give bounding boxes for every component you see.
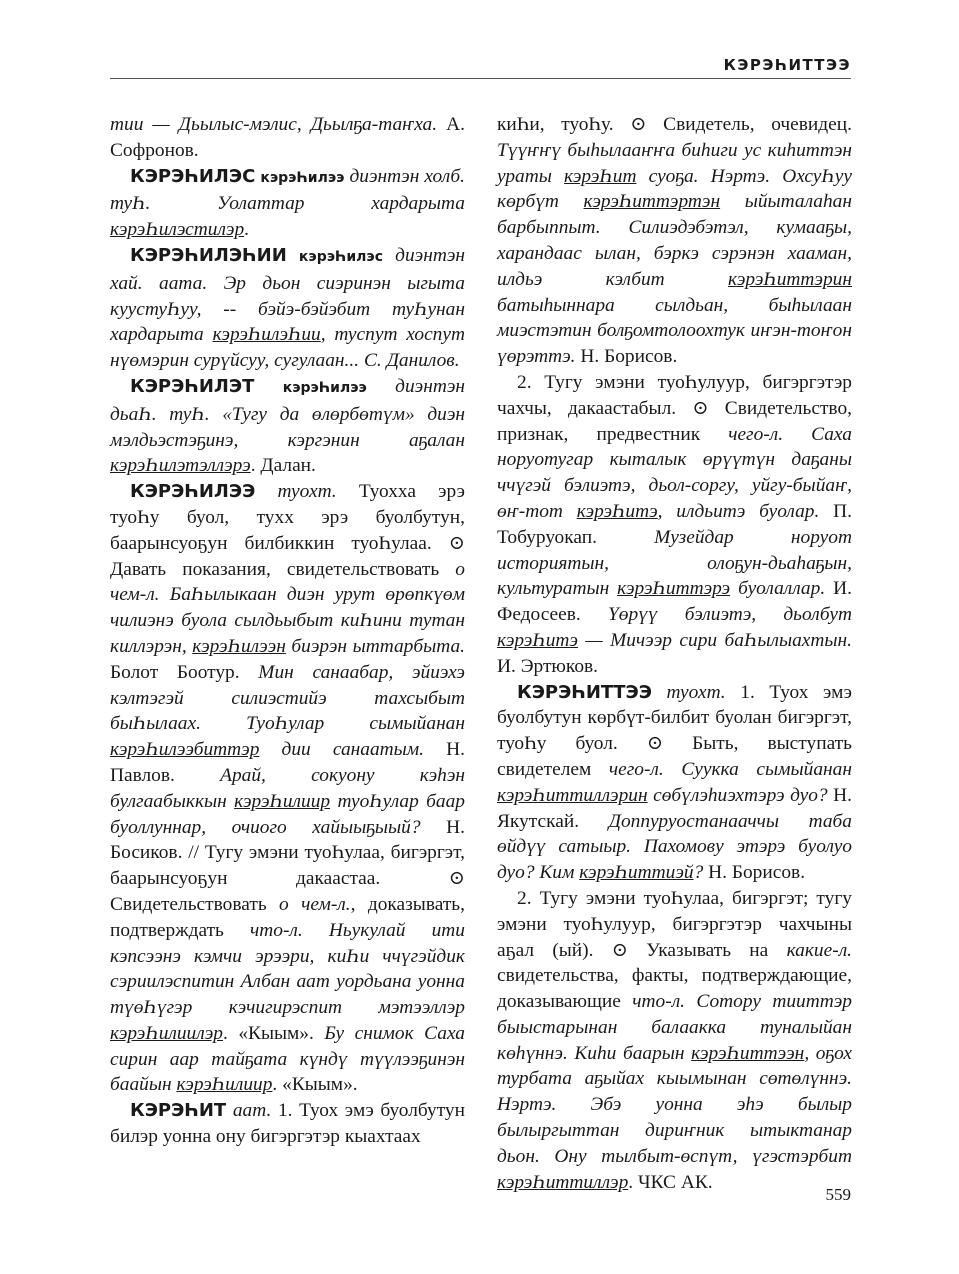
headword: КЭРЭҺИЛЭЭ xyxy=(130,481,256,503)
header-rule xyxy=(110,78,851,79)
entry-kerehittee: КЭРЭҺИТТЭЭ туохт. 1. Туох эмэ буолбутун көрбүт-билбит буолан бигэргэт, туоҺу буол. ⊙ Быть, выступать свидетелем чего-л. Суукка сымыйанан кэрэҺиттиллэрин сөбүлэһиэхтэрэ дуо? Н. Якутскай. Доппуруостанааччы таба өйдүү сатыыр. Пахомову этэрэ буолуо дуо? Ким кэрэҺиттиэй? Н. Борисов. xyxy=(497,681,852,884)
entry-kerehit-sense2: 2. Тугу эмэни туоҺулуур, бигэргэтэр чахчы, дакаастабыл. ⊙ Свидетельство, признак, предвестник чего-л. Саха норуотугар кыталык өрүүтүн даҕаны ччүгэй бэлиэтэ, дьол-соргу, уйгу-быйаҥ, өҥ-тот кэрэҺитэ, илдьитэ буолар. П. Тобуруокап. Музейдар норуот историятын, олоҕун-дьаһаҕын, культуратын кэрэҺиттэрэ буолаллар. И. Федосеев. Үөрүү бэлиэтэ, дьолбут кэрэҺитэ — Мичээр сири баҺылыахтын. И. Эртюков. xyxy=(497,371,852,677)
running-head: КЭРЭҺИТТЭЭ xyxy=(723,56,851,74)
entry-kerehilee: КЭРЭҺИЛЭЭ туохт. Туохха эрэ туоҺу буол, тухх эрэ буолбутун, баарынсуоҕун билбиккин туоҺулаа. ⊙ Давать показания, свидетельствовать о чем-л. БаҺылыкаан диэн урут өрөпкүөм чилиэнэ буола сылдьыбыт киҺини тутан киллэрэн, кэрэҺилээн биэрэн ыттарбыта. Болот Боотур. Мин санаабар, эйиэхэ кэлтэгэй силиэстийэ тахсыбыт быҺылаах. ТуоҺулар сымыйанан кэрэҺилээбиттэр дии санаатым. Н. Павлов. Арай, сокуону кэһэн булгаабыккын кэрэҺилиир туоҺулар баар буоллуннар, очиого хайыыҕыый? Н. Босиков. // Тугу эмэни туоҺулаа, бигэргэт, баарынсуоҕун дакаастаа. ⊙ Свидетельствовать о чем-л., доказывать, подтверждать что-л. Ньукулай ити кэпсээнэ кэмчи эрээри, киҺи ччүгэйдик сэриилэспитин Албан аат уордьана уонна түөҺүгэр кэчигирэспит мэтээллэр кэрэҺилиилэр. «Кыым». Бу снимок Саха сирин аар тайҕата күндү түүлээҕинэн баайын кэрэҺилиир. «Кыым». xyxy=(110,481,465,1096)
page-number: 559 xyxy=(825,1185,851,1204)
headword: КЭРЭҺИЛЭС xyxy=(130,165,256,187)
entry-kerehilet: КЭРЭҺИЛЭТ кэрэҺилээ диэнтэн дьаҺ. туҺ. «Тугу да өлөрбөтүм» диэн мэлдьэстэҕинэ, кэргэнин аҕалан кэрэҺилэтэллэрэ. Далан. xyxy=(110,375,465,477)
left-column xyxy=(110,112,465,1150)
entry-kerehittee-sense2: 2. Тугу эмэни туоҺулаа, бигэргэт; тугу эмэни туоҺулуур, бигэргэтэр чахчыны аҕал (ый). ⊙ Указывать на какие-л. свидетельства, факты, подтверждающие, доказывающие что-л. Сотору тииттэр быыстарынан балаакка туналыйан көһүннэ. Киһи баарын кэрэҺиттээн, оҕох турбата аҕыйах кыымынан сөтөлүннэ. Нэртэ. Эбэ уонна эһэ былыр былыргыттан дириҥник ытыктанар дьон. Ону тылбыт-өспүт, үгэстэрбит кэрэҺиттиллэр. ЧКС АК. xyxy=(497,887,852,1193)
entry-continuation: тии — Дьылыс-мэлис, Дьылҕа-таҥха. А. Софронов. xyxy=(110,114,465,161)
entry-kerehit-cont: киҺи, туоҺу. ⊙ Свидетель, очевидец. Түүҥҥү быһылааҥҥа биһиги ус киһиттэн ураты кэрэҺит суоҕа. Нэртэ. ОхсуҺуу көрбүт кэрэҺиттэртэн ыйыталаһан барбыппыт. Силиэдэбэтэл, кумааҕы, харандаас ылан, бэркэ сэрэнэн хааман, илдьэ кэлбит кэрэҺиттэрин батыһыннара сылдьан, быһылаан миэстэтин болҕомтолоохтук иҥэн-тоҥон үөрэттэ. Н. Борисов. xyxy=(497,114,852,368)
headword: КЭРЭҺИЛЭҺИИ xyxy=(130,244,287,266)
headword: КЭРЭҺИТТЭЭ xyxy=(517,681,652,703)
headword: КЭРЭҺИЛЭТ xyxy=(130,375,255,397)
entry-kerehiles: КЭРЭҺИЛЭС кэрэҺилээ диэнтэн холб. туҺ. Уолаттар хардарыта кэрэҺилэстилэр. xyxy=(110,165,465,241)
headword: КЭРЭҺИТ xyxy=(130,1100,227,1122)
entry-kerehit: КЭРЭҺИТ аат. 1. Туох эмэ буолбутун билэр уонна ону бигэргэтэр кыахтаах xyxy=(110,1100,465,1148)
entry-kerehilehii: КЭРЭҺИЛЭҺИИ кэрэҺилэс диэнтэн хай. аата. Эр дьон сиэринэн ыгыта куустуҺуу, -- бэйэ-бэйэбит туҺунан хардарыта кэрэҺилэҺии, туспут хоспут нүөмэрин сурүйсуу, сугулаан... С. Данилов. xyxy=(110,244,465,372)
right-column xyxy=(497,112,852,1195)
